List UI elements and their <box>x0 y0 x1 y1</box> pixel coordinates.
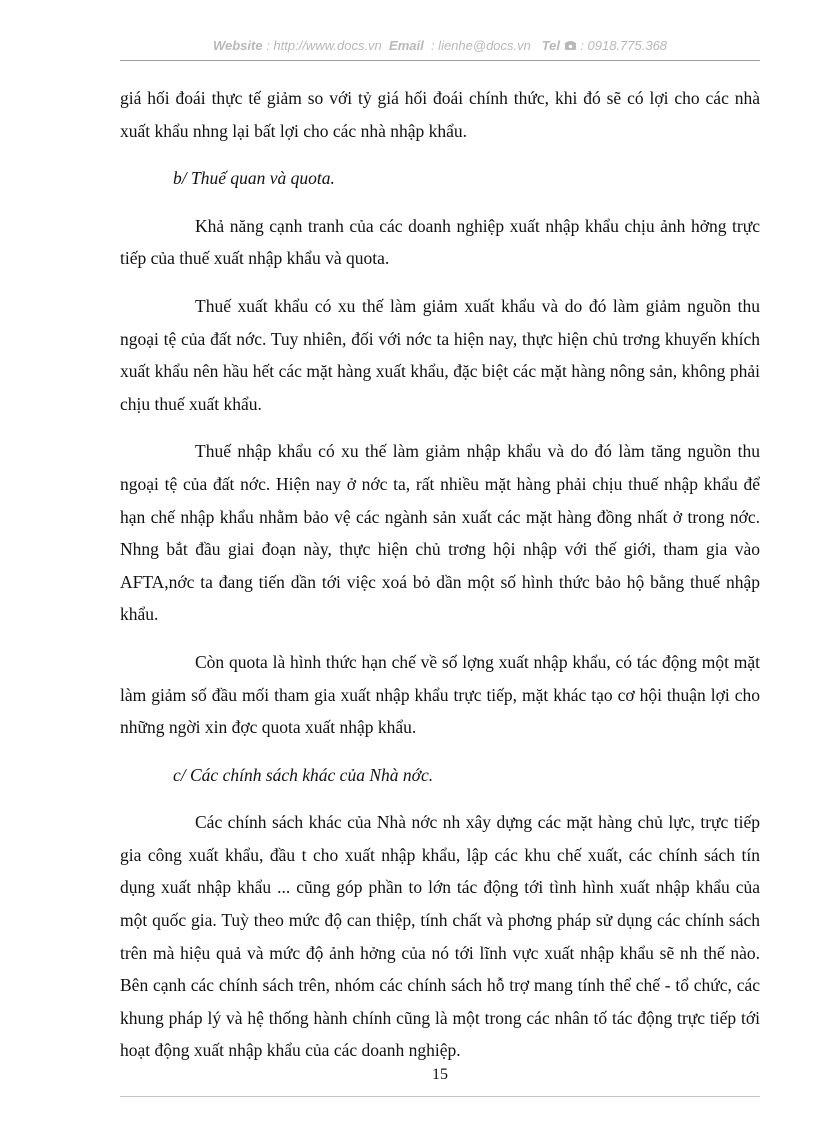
paragraph: giá hối đoái thực tế giảm so với tỷ giá hối đoái chính thức, khi đó sẽ có lợi cho các nhà xuất khẩu nhng lại bất lợi cho các nhà nhập khẩu. <box>120 88 760 141</box>
tel-label: Tel <box>541 38 561 53</box>
email-value: : lienhe@docs.vn <box>430 38 531 53</box>
page-number: 15 <box>432 1066 448 1083</box>
paragraph: Thuế xuất khẩu có xu thế làm giảm xuất khẩu và do đó làm giảm nguồn thu ngoại tệ của đất nớc. Tuy nhiên, đối với nớc ta hiện nay, thực hiện chủ trơng khuyến khích xuất khẩu nên hầu hết các mặt hàng xuất khẩu, đặc biệt các mặt hàng nông sản, không phải chịu thuế xuất khẩu. <box>120 295 760 414</box>
paragraph: Thuế nhập khẩu có xu thế làm giảm nhập khẩu và do đó làm tăng nguồn thu ngoại tệ của đất nớc. Hiện nay ở nớc ta, rất nhiều mặt hàng phải chịu thuế nhập khẩu để hạn chế nhập khẩu nhằm bảo vệ các ngành sản xuất các mặt hàng đồng nhất ở trong nớc. Nhng bắt đầu giai đoạn này, thực hiện chủ trơng hội nhập với thế giới, tham gia vào AFTA,nớc ta đang tiến dần tới việc xoá bỏ dần một số hình thức bảo hộ bằng thuế nhập khẩu. <box>120 441 760 625</box>
tel-value: : 0918.775.368 <box>580 38 668 53</box>
section-heading-c: c/ Các chính sách khác của Nhà nớc. <box>173 764 434 785</box>
body-text <box>120 82 760 1082</box>
footer-divider <box>120 1096 760 1097</box>
phone-icon <box>564 38 581 53</box>
email-label: Email <box>389 38 424 53</box>
website-label: Website <box>212 38 263 53</box>
page-header <box>120 38 760 53</box>
website-value: : http://www.docs.vn <box>266 38 382 53</box>
paragraph: Còn quota là hình thức hạn chế về số lợng xuất nhập khẩu, có tác động một mặt làm giảm số đầu mối tham gia xuất nhập khẩu trực tiếp, mặt khác tạo cơ hội thuận lợi cho những ngời xin đợc quota xuất nhập khẩu. <box>120 651 760 738</box>
header-divider <box>120 60 760 61</box>
paragraph: Khả năng cạnh tranh của các doanh nghiệp xuất nhập khẩu chịu ảnh hởng trực tiếp của thuế xuất nhập khẩu và quota. <box>120 215 760 269</box>
paragraph: Các chính sách khác của Nhà nớc nh xây dựng các mặt hàng chủ lực, trực tiếp gia công xuất khẩu, đầu t cho xuất nhập khẩu, lập các khu chế xuất, các chính sách tín dụng xuất nhập khẩu ... cũng góp phần to lớn tác động tới tình hình xuất nhập khẩu của một quốc gia. Tuỳ theo mức độ can thiệp, tính chất và phơng pháp sử dụng các chính sách trên mà hiệu quả và mức độ ảnh hởng của nó tới lĩnh vực xuất nhập khẩu sẽ nh thế nào. Bên cạnh các chính sách trên, nhóm các chính sách hỗ trợ mang tính thể chế - tổ chức, các khung pháp lý và hệ thống hành chính cũng là một trong các nhân tố tác động trực tiếp tới hoạt động xuất nhập khẩu của các doanh nghiệp. <box>120 812 760 1061</box>
section-heading-b: b/ Thuế quan và quota. <box>173 168 335 189</box>
